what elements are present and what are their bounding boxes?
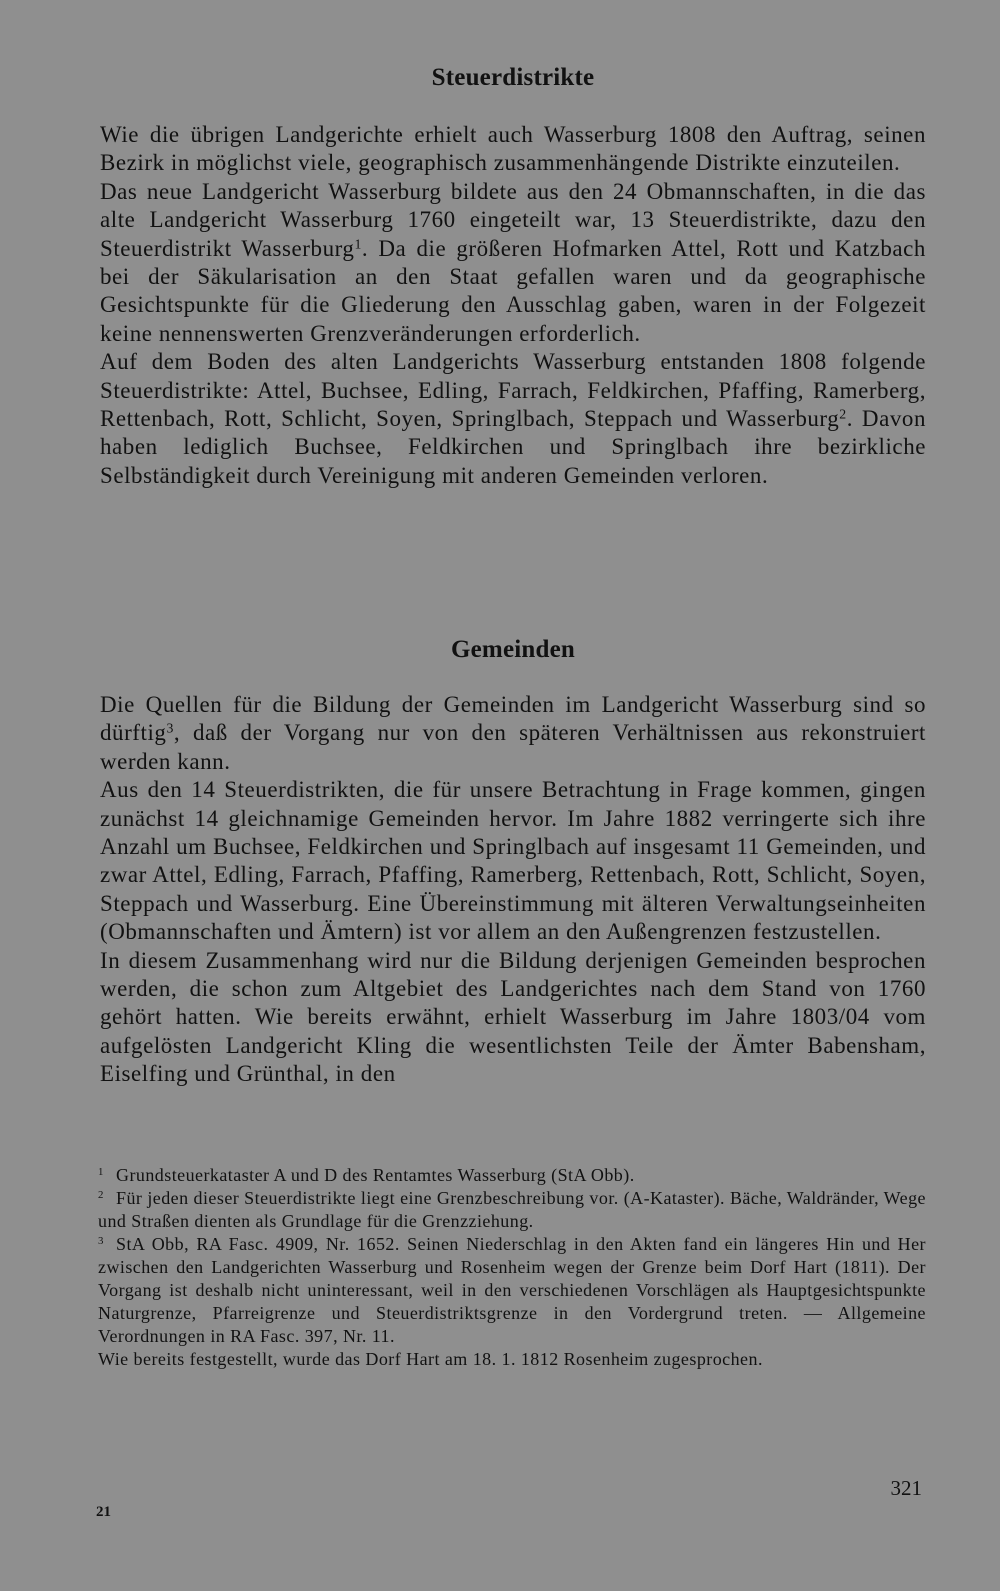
paragraph xyxy=(100,348,926,490)
footnotes xyxy=(98,1164,926,1371)
paragraph: Wie die übrigen Landgerichte erhielt auch Wasserburg 1808 den Auftrag, seinen Bezirk in möglichst viele, geographisch zusammenhängende Distrikte einzuteilen. xyxy=(100,122,926,176)
footnote: $^2$ Für jeden dieser Steuerdistrikte liegt eine Grenzbeschreibung vor. (A-Kataster). Bäche, Waldränder, Wege und Straßen dienten als Grundlage für die Grenzziehung. xyxy=(98,1188,926,1231)
footnote-reference: 3 xyxy=(166,720,174,736)
footnote-text: Wie bereits festgestellt, wurde das Dorf Hart am 18. 1. 1812 Rosenheim zugesprochen. xyxy=(98,1349,763,1369)
footnote-reference: 2 xyxy=(839,406,847,422)
signature-mark: 21 xyxy=(96,1504,111,1520)
section-body-steuerdistrikte xyxy=(100,121,926,490)
paragraph-text: Die Quellen für die Bildung der Gemeinden im Landgericht Wasserburg sind so dürftig xyxy=(100,692,926,746)
paragraph-text: Auf dem Boden des alten Landgerichts Wasserburg entstanden 1808 folgende Steuerdistrikte: Attel, Buchsee, Edling, Farrach, Feldkirchen, Pfaffing, Ramerberg, Rettenbach, Rott, Schlicht, Soyen, Springlbach, Steppach und Wasserburg xyxy=(100,349,926,432)
footnote-text: Für jeden dieser Steuerdistrikte liegt eine Grenzbeschreibung vor. (A-Kataster). Bäche, Waldränder, Wege und Straßen dienten als Grundlage für die Grenzziehung. xyxy=(98,1188,926,1231)
paragraph-text: . Davon haben lediglich Buchsee, Feldkirchen und Springlbach ihre bezirkliche Selbständigkeit durch Vereinigung mit anderen Gemeinden verloren. xyxy=(100,406,926,488)
paragraph-text: , daß der Vorgang nur von den späteren Verhältnissen aus rekonstruiert werden kann. xyxy=(100,720,926,774)
page-number: 321 xyxy=(890,1476,922,1500)
paragraph: Aus den 14 Steuerdistrikten, die für unsere Betrachtung in Frage kommen, gingen zunächst 14 gleichnamige Gemeinden hervor. Im Jahre 1882 verringerte sich ihre Anzahl um Buchsee, Feldkirchen und Springlbach auf insgesamt 11 Gemeinden, und zwar Attel, Edling, Farrach, Pfaffing, Ramerberg, Rettenbach, Rott, Schlicht, Soyen, Steppach und Wasserburg. Eine Übereinstimmung mit älteren Verwaltungseinheiten (Obmannschaften und Ämtern) ist vor allem an den Außengrenzen festzustellen. xyxy=(100,777,926,945)
paragraph-text: . Da die größeren Hofmarken Attel, Rott und Katzbach bei der Säkularisation an den Staat gefallen waren und da geographische Gesichtspunkte für die Gliederung den Ausschlag gaben, waren in der Folgezeit keine nennenswerten Grenzveränderungen erforderlich. xyxy=(100,235,926,346)
paragraph-text: Das neue Landgericht Wasserburg bildete aus den 24 Obmannschaften, in die das alte Landgericht Wasserburg 1760 eingeteilt war, 13 Steuerdistrikte, dazu den Steuerdistrikt Wasserburg xyxy=(100,178,926,261)
footnote-text: Grundsteuerkataster A und D des Rentamtes Wasserburg (StA Obb). xyxy=(116,1165,635,1185)
footnote: $^3$ StA Obb, RA Fasc. 4909, Nr. 1652. Seinen Niederschlag in den Akten fand ein längeres Hin und Her zwischen den Landgerichten Wasserburg und Rosenheim wegen der Grenze beim Dorf Hart (1811). Der Vorgang ist deshalb nicht uninteressant, weil in den verschiedenen Vorschlägen als Hauptgesichtspunkte Naturgrenze, Pfarreigrenze und Steuerdistriktsgrenze in den Vordergrund treten. — Allgemeine Verordnungen in RA Fasc. 397, Nr. 11. xyxy=(98,1234,926,1346)
section-title-gemeinden: Gemeinden xyxy=(450,636,576,663)
footnote-reference: 1 xyxy=(354,236,362,252)
section-body-gemeinden xyxy=(100,691,926,1089)
footnote-continuation xyxy=(98,1348,926,1371)
footnote: $^1$ Grundsteuerkataster A und D des Rentamtes Wasserburg (StA Obb). xyxy=(98,1165,635,1185)
section-title-steuerdistrikte: Steuerdistrikte xyxy=(431,64,595,91)
paragraph xyxy=(100,691,926,776)
footnote-text: StA Obb, RA Fasc. 4909, Nr. 1652. Seinen Niederschlag in den Akten fand ein längeres Hin und Her zwischen den Landgerichten Wasserburg und Rosenheim wegen der Grenze beim Dorf Hart (1811). Der Vorgang ist deshalb nicht uninteressant, weil in den verschiedenen Vorschlägen als Hauptgesichtspunkte Naturgrenze, Pfarreigrenze und Steuerdistriktsgrenze in den Vordergrund treten. — Allgemeine Verordnungen in RA Fasc. 397, Nr. 11. xyxy=(98,1234,926,1346)
paragraph: In diesem Zusammenhang wird nur die Bildung derjenigen Gemeinden besprochen werden, die schon zum Altgebiet des Landgerichtes nach dem Stand von 1760 gehört hatten. Wie bereits erwähnt, erhielt Wasserburg im Jahre 1803/04 vom aufgelösten Landgericht Kling die wesentlichsten Teile der Ämter Babensham, Eiselfing und Grünthal, in den xyxy=(100,947,926,1087)
paragraph xyxy=(100,178,926,348)
